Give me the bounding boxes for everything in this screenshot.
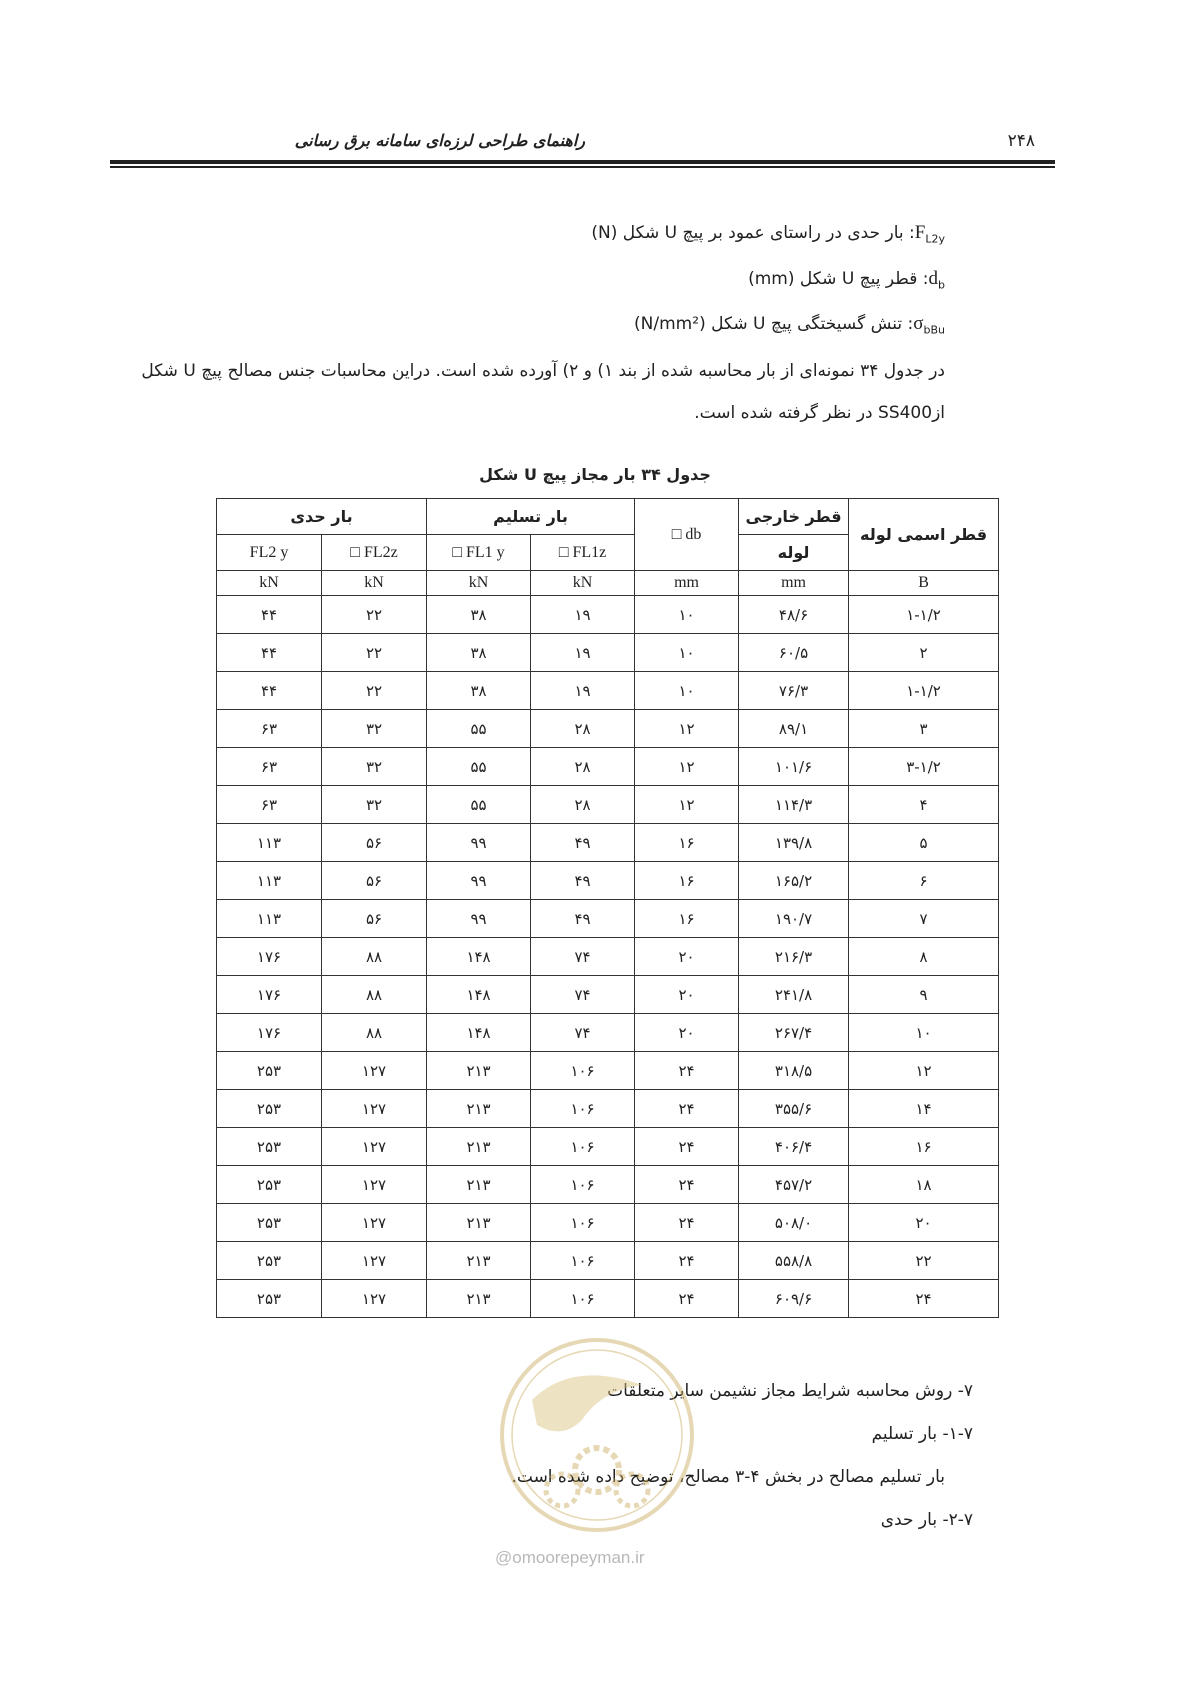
table-cell: ۹۹ [427, 862, 531, 900]
table-row [217, 900, 999, 938]
unit-cell: kN [531, 571, 635, 596]
table-cell: ۹۹ [427, 900, 531, 938]
table-cell: ۸۸ [322, 976, 427, 1014]
table-cell: ۱۲۷ [322, 1280, 427, 1318]
unit-cell: mm [739, 571, 849, 596]
unit-cell: kN [322, 571, 427, 596]
table-cell: ۲۱۶/۳ [739, 938, 849, 976]
table-cell: ۱۲ [635, 786, 739, 824]
table-cell: ۹ [849, 976, 999, 1014]
table-cell: ۷۴ [531, 976, 635, 1014]
table-cell: ۲۲ [322, 596, 427, 634]
table-cell: ۲۱۳ [427, 1128, 531, 1166]
table-row [217, 976, 999, 1014]
header-nominal-diameter: قطر اسمی لوله [849, 499, 999, 571]
table-cell: ۴۹ [531, 862, 635, 900]
table-cell: ۱۶ [635, 862, 739, 900]
table-caption: جدول ۳۴ بار مجاز پیچ U شکل [479, 465, 711, 484]
table-row [217, 1090, 999, 1128]
table-cell: ۱۳۹/۸ [739, 824, 849, 862]
table-row [217, 710, 999, 748]
table-cell: ۲۴ [635, 1052, 739, 1090]
table-cell: ۱-۱/۲ [849, 596, 999, 634]
table-cell: ۱۶ [849, 1128, 999, 1166]
table-cell: ۶ [849, 862, 999, 900]
table-cell: ۲۱۳ [427, 1052, 531, 1090]
table-cell: ۴۰۶/۴ [739, 1128, 849, 1166]
table-cell: ۲۱۳ [427, 1166, 531, 1204]
table-cell: ۲۵۳ [217, 1052, 322, 1090]
table-cell: ۱۰ [635, 634, 739, 672]
table-cell: ۵۰۸/۰ [739, 1204, 849, 1242]
table-cell: ۷۴ [531, 938, 635, 976]
table-cell: ۲ [849, 634, 999, 672]
unit-cell: kN [217, 571, 322, 596]
table-cell: ۲۱۳ [427, 1280, 531, 1318]
running-header-title: راهنمای طراحی لرزه‌ای سامانه برق رسانی [294, 131, 585, 150]
table-cell: ۱۹۰/۷ [739, 900, 849, 938]
watermark-logo [492, 1330, 702, 1550]
table-cell: ۱-۱/۲ [849, 672, 999, 710]
table-cell: ۱۲۷ [322, 1052, 427, 1090]
table-row [217, 1204, 999, 1242]
table-cell: ۴۴ [217, 634, 322, 672]
header-yield-load: بار تسلیم [427, 499, 635, 535]
table-cell: ۱۴۸ [427, 1014, 531, 1052]
definition-sigma: $\sigma_{bBu}$: تنش گسیختگی پیچ U شکل (N/mm²) [634, 313, 945, 337]
table-cell: ۴۹ [531, 900, 635, 938]
table-cell: ۳۸ [427, 672, 531, 710]
table-cell: ۲۵۳ [217, 1280, 322, 1318]
table-cell: ۲۴ [635, 1090, 739, 1128]
unit-cell: mm [635, 571, 739, 596]
table-cell: ۱۰ [635, 596, 739, 634]
page-number: ۲۴۸ [1007, 131, 1035, 151]
table-cell: ۲۲ [322, 634, 427, 672]
table-cell: ۴۴ [217, 596, 322, 634]
table-cell: ۱۴ [849, 1090, 999, 1128]
units-row [217, 571, 999, 596]
section-heading: ۷- روش محاسبه شرایط مجاز نشیمن سایر متعلقات [607, 1381, 973, 1401]
table-cell: ۱۹ [531, 672, 635, 710]
table-cell: ۳۲ [322, 710, 427, 748]
table-cell: ۱۰۶ [531, 1242, 635, 1280]
table-cell: ۲۱۳ [427, 1090, 531, 1128]
table-cell: ۴۹ [531, 824, 635, 862]
table-cell: ۱۴۸ [427, 938, 531, 976]
table-cell: ۱۰۶ [531, 1204, 635, 1242]
table-cell: ۱۰۶ [531, 1128, 635, 1166]
watermark-url: @omoorepeyman.ir [495, 1548, 645, 1567]
table-row [217, 1280, 999, 1318]
u-bolt-allowable-load-table [216, 498, 999, 1318]
table-row [217, 1128, 999, 1166]
table-row [217, 862, 999, 900]
table-cell: ۴ [849, 786, 999, 824]
table-row [217, 1242, 999, 1280]
table-cell: ۲۱۳ [427, 1242, 531, 1280]
table-cell: ۱۷۶ [217, 976, 322, 1014]
table-cell: ۳۱۸/۵ [739, 1052, 849, 1090]
header-fl1z: □ FL1z [531, 535, 635, 571]
table-cell: ۱۲۷ [322, 1204, 427, 1242]
table-cell: ۲۵۳ [217, 1128, 322, 1166]
table-row [217, 786, 999, 824]
unit-cell: kN [427, 571, 531, 596]
table-cell: ۳۲ [322, 786, 427, 824]
table-cell: ۱۶ [635, 900, 739, 938]
subsection-yield-text: بار تسلیم مصالح در بخش ۴-۳ مصالح، توضیح داده شده است. [511, 1467, 945, 1487]
table-cell: ۴۵۷/۲ [739, 1166, 849, 1204]
table-row [217, 672, 999, 710]
table-cell: ۱۰۶ [531, 1280, 635, 1318]
table-cell: ۷۶/۳ [739, 672, 849, 710]
table-cell: ۲۰ [635, 938, 739, 976]
table-cell: ۲۵۳ [217, 1204, 322, 1242]
table-row [217, 938, 999, 976]
table-cell: ۱۰۶ [531, 1090, 635, 1128]
table-cell: ۱۱۳ [217, 900, 322, 938]
table-cell: ۱۱۴/۳ [739, 786, 849, 824]
table-cell: ۱۰ [635, 672, 739, 710]
header-limit-load: بار حدی [217, 499, 427, 535]
table-cell: ۵۵۸/۸ [739, 1242, 849, 1280]
table-cell: ۱۲ [635, 710, 739, 748]
table-cell: ۲۴ [635, 1242, 739, 1280]
table-row [217, 634, 999, 672]
subsection-yield: ۱-۷- بار تسلیم [871, 1424, 973, 1444]
table-cell: ۶۰۹/۶ [739, 1280, 849, 1318]
table-cell: ۲۴ [635, 1166, 739, 1204]
table-cell: ۱۸ [849, 1166, 999, 1204]
table-cell: ۵۵ [427, 786, 531, 824]
table-row [217, 596, 999, 634]
table-row [217, 1166, 999, 1204]
table-cell: ۱۲ [635, 748, 739, 786]
table-cell: ۲۲ [322, 672, 427, 710]
table-cell: ۳۸ [427, 596, 531, 634]
table-cell: ۷ [849, 900, 999, 938]
table-cell: ۴۸/۶ [739, 596, 849, 634]
table-cell: ۷۴ [531, 1014, 635, 1052]
table-cell: ۲۵۳ [217, 1090, 322, 1128]
table-row [217, 824, 999, 862]
table-cell: ۱۷۶ [217, 1014, 322, 1052]
table-cell: ۳۵۵/۶ [739, 1090, 849, 1128]
table-cell: ۱۰۱/۶ [739, 748, 849, 786]
table-cell: ۱۰ [849, 1014, 999, 1052]
table-cell: ۵۶ [322, 900, 427, 938]
table-cell: ۵۶ [322, 824, 427, 862]
table-cell: ۲۱۳ [427, 1204, 531, 1242]
header-fl2y: FL2 y [217, 535, 322, 571]
table-cell: ۲۴ [635, 1128, 739, 1166]
table-cell: ۶۰/۵ [739, 634, 849, 672]
table-cell: ۳ [849, 710, 999, 748]
table-cell: ۵۵ [427, 710, 531, 748]
table-cell: ۲۰ [635, 976, 739, 1014]
definition-db: $d_b$: قطر پیچ U شکل (mm) [748, 268, 945, 292]
table-cell: ۲۵۳ [217, 1242, 322, 1280]
definition-fl2y: $F_{L2y}$: بار حدی در راستای عمود بر پیچ U شکل (N) [591, 222, 945, 246]
header-outer-diameter: قطر خارجی [739, 499, 849, 535]
table-row [217, 1014, 999, 1052]
table-cell: ۱۶ [635, 824, 739, 862]
table-cell: ۲۵۳ [217, 1166, 322, 1204]
table-cell: ۴۴ [217, 672, 322, 710]
table-cell: ۶۳ [217, 748, 322, 786]
table-cell: ۱۴۸ [427, 976, 531, 1014]
header-rule-thick [110, 160, 1055, 164]
table-cell: ۹۹ [427, 824, 531, 862]
table-cell: ۱۹ [531, 634, 635, 672]
subsection-limit: ۲-۷- بار حدی [880, 1510, 973, 1530]
table-cell: ۲۸ [531, 786, 635, 824]
table-cell: ۱۷۶ [217, 938, 322, 976]
table-cell: ۶۳ [217, 786, 322, 824]
table-row [217, 1052, 999, 1090]
table-cell: ۱۲۷ [322, 1128, 427, 1166]
table-cell: ۲۴۱/۸ [739, 976, 849, 1014]
table-cell: ۱۲۷ [322, 1242, 427, 1280]
table-cell: ۲۰ [849, 1204, 999, 1242]
table-cell: ۱۱۳ [217, 862, 322, 900]
header-db: □ db [635, 499, 739, 571]
table-cell: ۶۳ [217, 710, 322, 748]
table-cell: ۱۲۷ [322, 1090, 427, 1128]
table-cell: ۸ [849, 938, 999, 976]
table-cell: ۲۰ [635, 1014, 739, 1052]
table-cell: ۳۲ [322, 748, 427, 786]
header-fl2z: □ FL2z [322, 535, 427, 571]
header-rule-thin [110, 166, 1055, 168]
table-cell: ۸۹/۱ [739, 710, 849, 748]
table-cell: ۸۸ [322, 938, 427, 976]
table-cell: ۲۸ [531, 710, 635, 748]
table-cell: ۱۲ [849, 1052, 999, 1090]
table-cell: ۲۶۷/۴ [739, 1014, 849, 1052]
table-cell: ۲۴ [635, 1280, 739, 1318]
table-cell: ۵۵ [427, 748, 531, 786]
table-cell: ۱۰۶ [531, 1166, 635, 1204]
table-cell: ۲۴ [849, 1280, 999, 1318]
table-cell: ۱۲۷ [322, 1166, 427, 1204]
table-cell: ۳۸ [427, 634, 531, 672]
table-cell: ۵۶ [322, 862, 427, 900]
table-cell: ۵ [849, 824, 999, 862]
table-row [217, 748, 999, 786]
table-cell: ۱۰۶ [531, 1052, 635, 1090]
table-cell: ۲۲ [849, 1242, 999, 1280]
table-cell: ۱۹ [531, 596, 635, 634]
table-cell: ۳-۱/۲ [849, 748, 999, 786]
body-paragraph: در جدول ۳۴ نمونه‌ای از بار محاسبه شده از بند ۱) و ۲) آورده شده است. دراین محاسبات جنس مصالح پیچ U شکل ازSS400 در نظر گرفته شده است. [141, 361, 945, 423]
table-cell: ۸۸ [322, 1014, 427, 1052]
table-cell: ۱۶۵/۲ [739, 862, 849, 900]
table-cell: ۲۸ [531, 748, 635, 786]
unit-cell: B [849, 571, 999, 596]
table-cell: ۲۴ [635, 1204, 739, 1242]
header-fl1y: □ FL1 y [427, 535, 531, 571]
header-outer-diameter-line2: لوله [739, 535, 849, 571]
table-cell: ۱۱۳ [217, 824, 322, 862]
